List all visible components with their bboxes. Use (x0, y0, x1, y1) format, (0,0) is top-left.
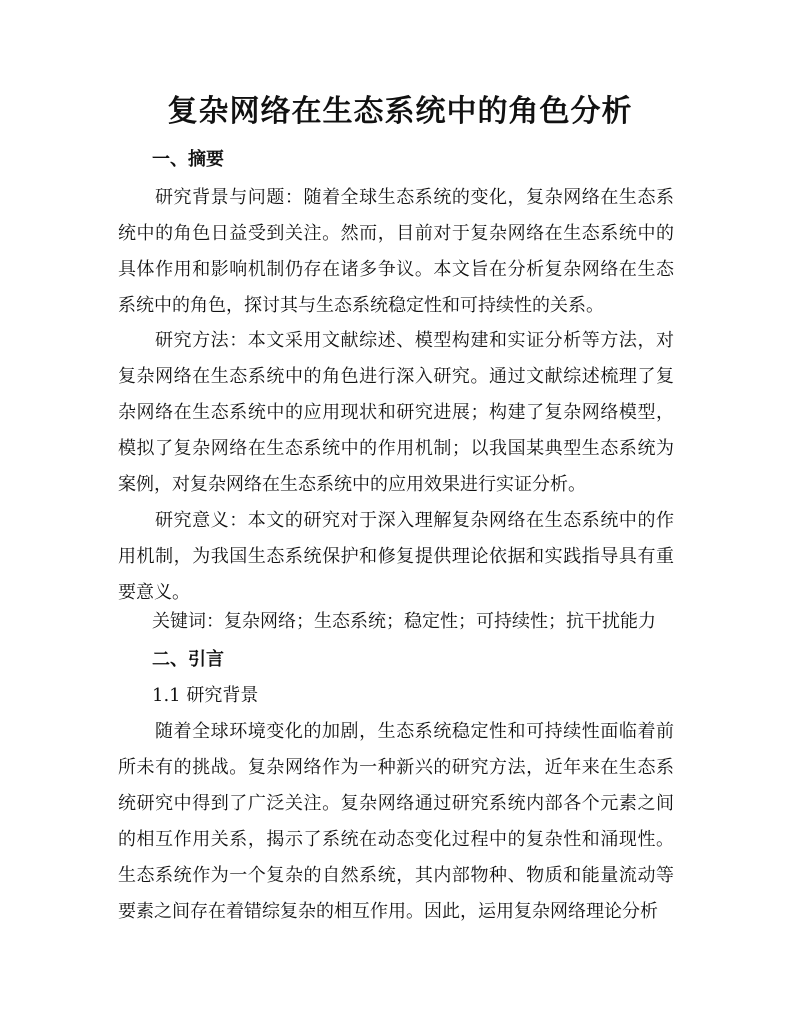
document-title: 复杂网络在生态系统中的角色分析 (167, 94, 633, 129)
abstract-heading: 一、摘要 (152, 149, 224, 170)
abstract-methods-paragraph: 研究方法：本文采用文献综述、模型构建和实证分析等方法，对复杂网络在生态系统中的角色进行深入研究。通过文献综述梳理了复杂网络在生态系统中的应用现状和研究进展；构建了复杂网络模型，模拟了复杂网络在生态系统中的作用机制；以我国某典型生态系统为案例，对复杂网络在生态系统中的应用效果进行实证分析。 (118, 330, 674, 495)
abstract-significance-paragraph: 研究意义：本文的研究对于深入理解复杂网络在生态系统中的作用机制，为我国生态系统保护和修复提供理论依据和实践指导具有重要意义。 (118, 510, 674, 603)
background-subsection-heading: 1.1 研究背景 (152, 685, 259, 706)
abstract-background-paragraph: 研究背景与问题：随着全球生态系统的变化，复杂网络在生态系统中的角色日益受到关注。然而，目前对于复杂网络在生态系统中的具体作用和影响机制仍存在诸多争议。本文旨在分析复杂网络在生态系统中的角色，探讨其与生态系统稳定性和可持续性的关系。 (118, 187, 674, 316)
keywords-line: 关键词：复杂网络；生态系统；稳定性；可持续性；抗干扰能力 (152, 611, 656, 632)
introduction-background-paragraph: 随着全球环境变化的加剧，生态系统稳定性和可持续性面临着前所未有的挑战。复杂网络作为一种新兴的研究方法，近年来在生态系统研究中得到了广泛关注。复杂网络通过研究系统内部各个元素之间的相互作用关系，揭示了系统在动态变化过程中的复杂性和涌现性。生态系统作为一个复杂的自然系统，其内部物种、物质和能量流动等要素之间存在着错综复杂的相互作用。因此，运用复杂网络理论分析 (118, 721, 674, 922)
introduction-heading: 二、引言 (152, 649, 224, 670)
